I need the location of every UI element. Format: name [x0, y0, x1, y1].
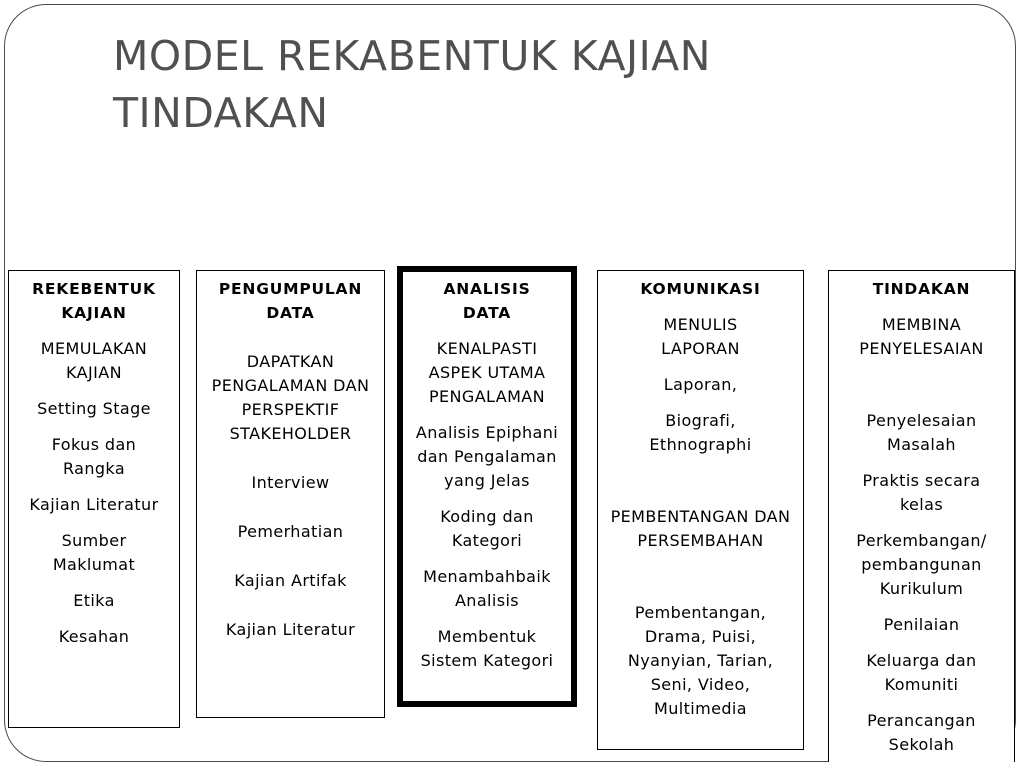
column-item: MEMULAKAN KAJIAN	[40, 339, 148, 382]
column-header-line: TINDAKAN	[872, 280, 971, 298]
column-item: PEMBENTANGAN DAN PERSEMBAHAN	[610, 507, 791, 550]
title-line-2: TINDAKAN	[113, 89, 329, 137]
column-item: Keluarga dan Komuniti	[866, 651, 977, 694]
slide-title	[113, 28, 913, 142]
column-item: Kajian Artifak	[234, 571, 347, 590]
column-item: Perancangan Sekolah	[867, 711, 976, 754]
column-header-line: REKEBENTUK	[32, 280, 156, 298]
column-item: Sumber Maklumat	[52, 531, 136, 574]
column-header	[409, 277, 565, 325]
column-item: Fokus dan Rangka	[51, 435, 137, 478]
column-item: Membentuk Sistem Kategori	[420, 627, 554, 670]
column-item: MENULIS LAPORAN	[661, 315, 740, 358]
column-header	[203, 277, 378, 325]
column-header	[835, 277, 1008, 301]
column-rekebentuk-kajian	[8, 270, 180, 728]
column-komunikasi	[597, 270, 804, 750]
column-item: Laporan,	[663, 375, 738, 394]
column-item: Perkembangan/ pembangunan Kurikulum	[856, 531, 987, 598]
column-item: Analisis Epiphani dan Pengalaman yang Jelas	[415, 423, 559, 490]
column-item: Menambahbaik Analisis	[423, 567, 551, 610]
column-item: DAPATKAN PENGALAMAN DAN PERSPEKTIF STAKEHOLDER	[211, 352, 370, 443]
column-tindakan	[828, 270, 1015, 762]
column-item: Biografi, Ethnographi	[649, 411, 752, 454]
column-pengumpulan-data	[196, 270, 385, 718]
title-line-1: MODEL REKABENTUK KAJIAN	[113, 32, 711, 80]
column-item: Pembentangan, Drama, Puisi, Nyanyian, Tarian, Seni, Video, Multimedia	[627, 603, 774, 718]
column-item: Penyelesaian Masalah	[866, 411, 977, 454]
column-item: Interview	[251, 473, 330, 492]
column-analisis-data	[397, 266, 577, 707]
column-item: Kesahan	[58, 627, 130, 646]
column-item: Pemerhatian	[237, 522, 344, 541]
column-header-line: ANALISIS	[443, 280, 531, 298]
column-item: Praktis secara kelas	[862, 471, 981, 514]
column-header	[15, 277, 173, 325]
column-header-line: DATA	[462, 304, 512, 322]
column-item: Koding dan Kategori	[440, 507, 534, 550]
column-item: MEMBINA PENYELESAIAN	[859, 315, 984, 358]
column-item: Etika	[73, 591, 115, 610]
column-header-line: KAJIAN	[61, 304, 127, 322]
column-item: Setting Stage	[37, 399, 151, 418]
column-header-line: PENGUMPULAN	[218, 280, 363, 298]
column-item: Penilaian	[883, 615, 960, 634]
column-header-line: DATA	[266, 304, 315, 322]
column-item: Kajian Literatur	[29, 495, 159, 514]
column-header-line: KOMUNIKASI	[640, 280, 761, 298]
column-item: KENALPASTI ASPEK UTAMA PENGALAMAN	[428, 339, 546, 406]
column-header	[604, 277, 797, 301]
column-item: Kajian Literatur	[225, 620, 356, 639]
